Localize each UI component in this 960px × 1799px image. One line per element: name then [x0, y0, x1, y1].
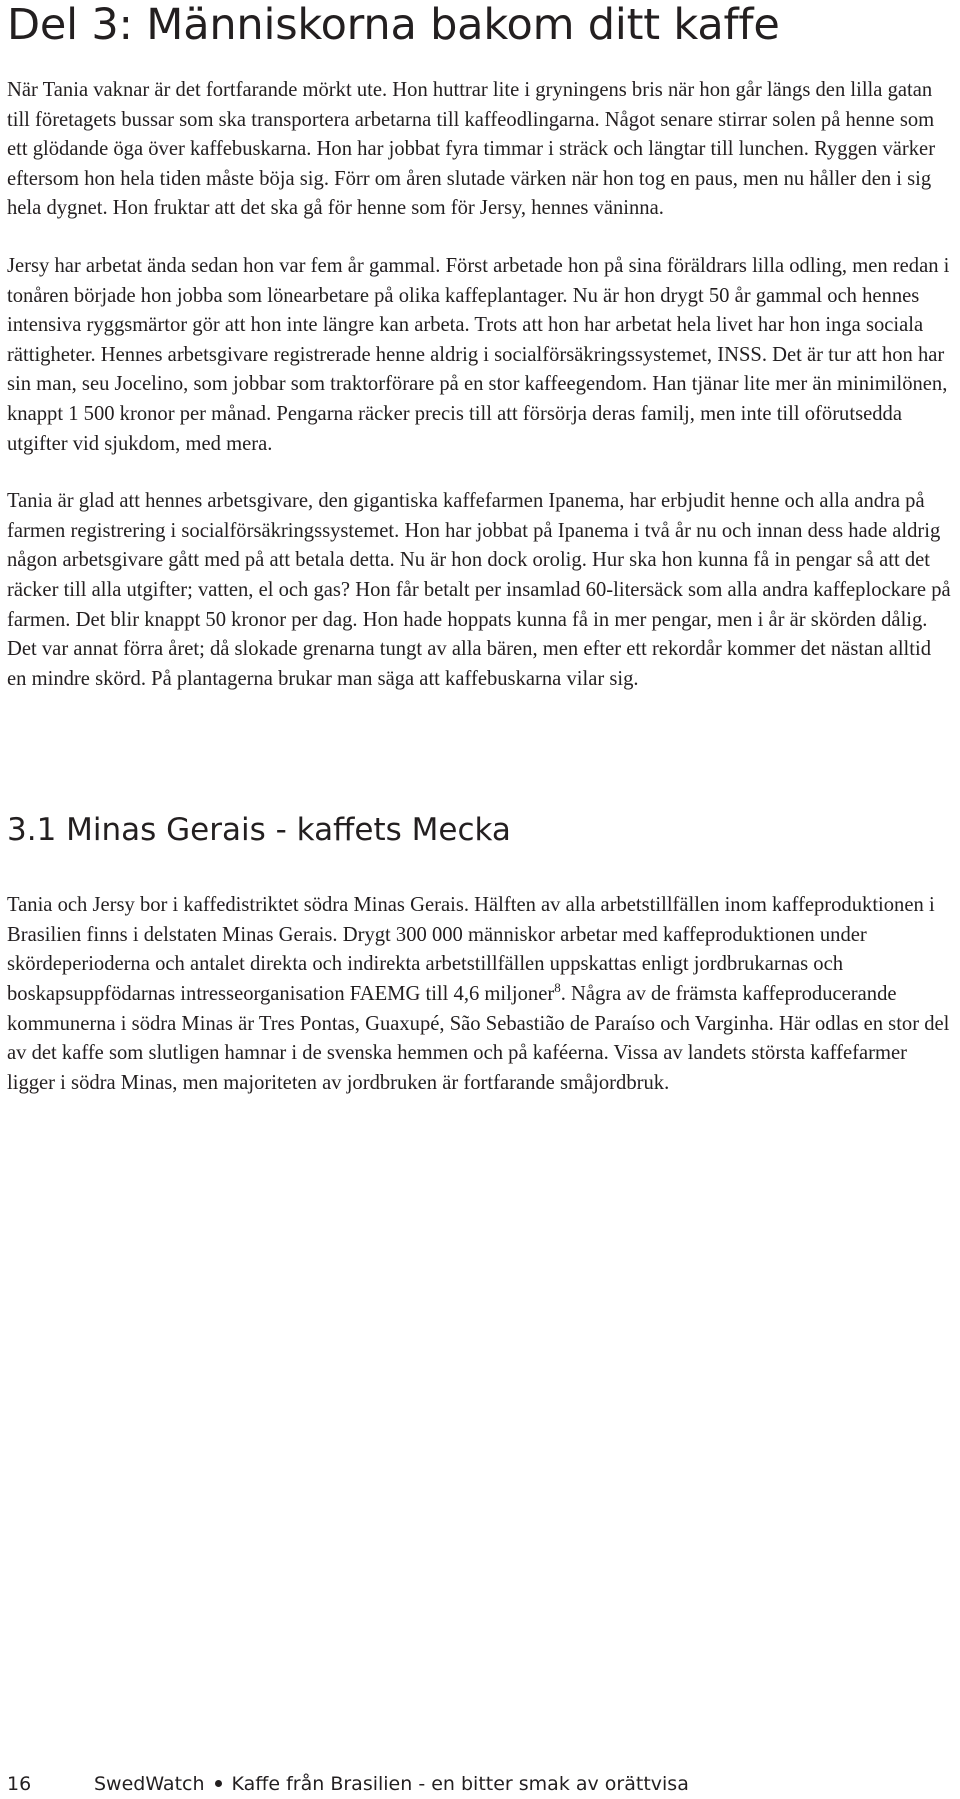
paragraph-tania-ipanema: Tania är glad att hennes arbetsgivare, den gigantiska kaffefarmen Ipanema, har erbjudit henne och alla andra på farmen registrering i socialförsäkringssystemet. Hon har jobbat på Ipanema i två år nu och innan dess hade aldrig någon arbetsgivare gått med på att betala detta. Nu är hon dock orolig. Hur ska hon kunna få in pengar så att det räcker till alla utgifter; vatten, el och gas? Hon får betalt per insamlad 60-litersäck som alla andra kaffeplockare på farmen. Det blir knappt 50 kronor per dag. Hon hade hoppats kunna få in mer pengar, men i år är skörden dålig. Det var annat förra året; då slokade grenarna tungt av alla bären, men efter ett rekordår kommer det nästan alltid en mindre skörd. På plantagerna brukar man säga att kaffebuskarna vilar sig.	[7, 490, 951, 690]
report-title: Kaffe från Brasilien - en bitter smak av orättvisa	[231, 1773, 689, 1795]
publisher-name: SwedWatch	[94, 1773, 205, 1795]
page-footer	[7, 1772, 689, 1796]
footnote-reference[interactable]: 8	[554, 980, 561, 996]
bullet-icon	[215, 1780, 222, 1787]
page-number: 16	[7, 1773, 32, 1795]
section-heading: 3.1 Minas Gerais - kaffets Mecka	[7, 812, 511, 849]
paragraph-minas-gerais	[7, 891, 953, 1098]
paragraph-tania-morning: När Tania vaknar är det fortfarande mörkt ute. Hon huttrar lite i gryningens bris när hon går längs den lilla gatan till företagets bussar som ska transportera arbetarna till kaffeodlingarna. Något senare stirrar solen på henne som ett glödande öga över kaffebuskarna. Hon har jobbat fyra timmar i sträck och längtar till lunchen. Ryggen värker eftersom hon hela tiden måste böja sig. Förr om åren slutade värken när hon tog en paus, men nu håller den i sig hela dygnet. Hon fruktar att det ska gå för henne som för Jersy, hennes väninna.	[7, 79, 936, 220]
chapter-title: Del 3: Människorna bakom ditt kaffe	[7, 0, 780, 50]
paragraph-text-part-2: . Några av de främsta kaffeproducerande kommunerna i södra Minas är Tres Pontas, Guaxupé, São Sebastião de Paraíso och Varginha. Här odlas en stor del av det kaffe som slutligen hamnar i de svenska hemmen och på kaféerna. Vissa av landets största kaffefarmer ligger i södra Minas, men majoriteten av jordbruken är fortfarande småjordbruk.	[7, 983, 950, 1094]
paragraph-jersy: Jersy har arbetat ända sedan hon var fem år gammal. Först arbetade hon på sina föräldrars lilla odling, men redan i tonåren började hon jobba som lönearbetare på olika kaffeplantager. Nu är hon drygt 50 år gammal och hennes intensiva ryggsmärtor gör att hon inte längre kan arbeta. Trots att hon har arbetat hela livet har hon inga sociala rättigheter. Hennes arbetsgivare registrerade henne aldrig i socialförsäkringssystemet, INSS. Det är tur att hon har sin man, seu Jocelino, som jobbar som traktorförare på en stor kaffeegendom. Han tjänar lite mer än minimilönen, knappt 1 500 kronor per månad. Pengarna räcker precis till att försörja deras familj, men inte till oförutsedda utgifter vid sjukdom, med mera.	[7, 254, 950, 455]
paragraph-text-part-1: Tania och Jersy bor i kaffedistriktet södra Minas Gerais. Hälften av alla arbetstillfällen inom kaffeproduktionen i Brasilien finns i delstaten Minas Gerais. Drygt 300 000 människor arbetar med kaffeproduktionen under skördeperioderna och antalet direkta och indirekta arbetstillfällen uppskattas enligt jordbrukarnas och boskapsuppfödarnas intresseorganisation FAEMG till 4,6 miljoner	[7, 894, 935, 1006]
